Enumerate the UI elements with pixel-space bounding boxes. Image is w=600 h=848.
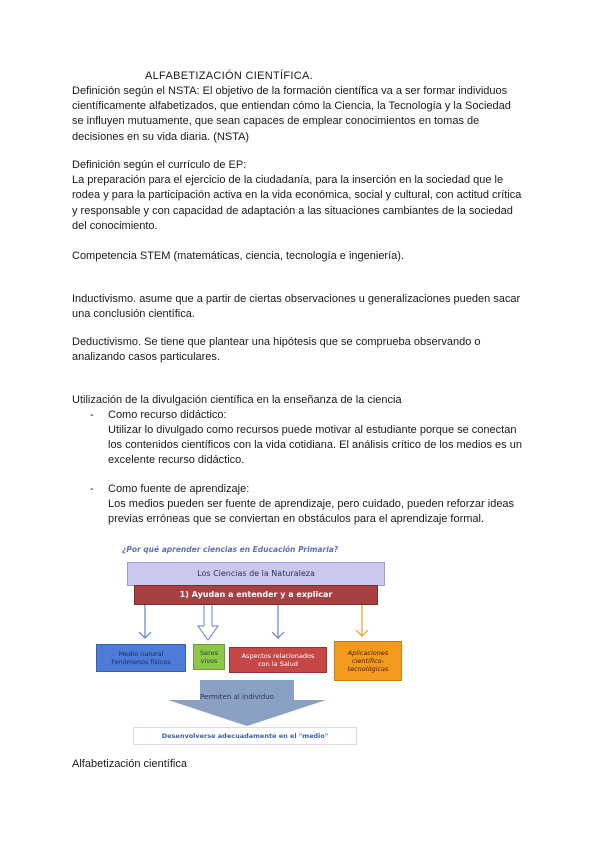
ep-line: del conocimiento. [72,219,158,232]
bullet1-line: excelente recurso didáctico. [108,454,245,467]
aspectos-line: Aspectos relacionados [241,652,315,660]
deductivismo-line: Deductivismo. Se tiene que plantear una hipótesis que se comprueba observando o [72,336,481,348]
footer-heading: Alfabetización científica [72,758,187,770]
nsta-definition [72,84,532,145]
bullet-marker: - [90,409,94,421]
aplic-line: Aplicaciones [347,649,389,657]
diagram-question: ¿Por qué aprender ciencias en Educación Primaria? [122,545,339,554]
nsta-line: Definición según el NSTA: El objetivo de la formación científica va a ser formar individuos [72,85,508,97]
document-title: ALFABETIZACIÓN CIENTÍFICA. [145,70,313,82]
ep-line: rodea y para la participación activa en la vida económica, social y cultural, con actitud crítica [72,189,522,202]
ep-line: y responsable y con capacidad de adaptación a las situaciones cambiantes de la sociedad [72,204,513,217]
seres-line: vivos [200,657,218,665]
inductivismo [72,292,532,322]
medio-natural-box [96,644,186,672]
seres-line: Seres [199,649,219,657]
bullet1-line: los contenidos científicos con la vida cotidiana. El análisis crítico de los medios es un [108,439,522,452]
bullet2-line: previas erróneas que se conviertan en obstáculos para el aprendizaje formal. [108,513,485,526]
bullet1-line: Utilizar lo divulgado como recursos puede motivar al estudiante porque se conectan [108,424,517,436]
aplic-line: tecnológicas [347,665,389,673]
aplicaciones-box [334,641,402,681]
nsta-line: científicamente alfabetizados, que entiendan cómo la Ciencia, la Tecnología y la Sociedad [72,100,511,113]
down-arrow-icon [272,604,284,638]
stem-competence: Competencia STEM (matemáticas, ciencia, tecnología e ingeniería). [72,250,404,262]
bullet1-body [108,423,528,469]
medio-line: Fenómenos físicos [111,658,171,666]
ep-line: La preparación para el ejercicio de la ciudadanía, para la inserción en la sociedad que le [72,174,504,187]
bullet2-body [108,497,528,527]
divulgacion-heading: Utilización de la divulgación científica en la enseñanza de la ciencia [72,394,402,406]
ep-heading: Definición según el currículo de EP: [72,159,247,171]
down-arrow-icon [139,604,151,638]
ayudan-bar: 1) Ayudan a entender y a explicar [134,585,378,605]
hollow-down-arrow-icon [198,604,218,640]
aspectos-line: con la Salud [258,660,298,668]
down-arrow-icon [356,604,368,636]
ciencias-naturaleza-box: Los Ciencias de la Naturaleza [127,562,385,586]
inductivismo-line: una conclusión científica. [72,308,195,321]
deductivismo-line: analizando casos particulares. [72,351,220,364]
bullet-marker: - [90,483,94,495]
desenvolverse-box: Desenvolverse adecuadamente en el "medio" [133,727,357,745]
bullet2-line: Los medios pueden ser fuente de aprendizaje, pero cuidado, pueden reforzar ideas [108,498,515,510]
aspectos-salud-box [229,647,327,673]
aplic-line: científico- [352,657,384,665]
nsta-line: se influyen mutuamente, que sean capaces de emplear conocimientos en tomas de [72,115,480,128]
permiten-label: Permiten al individuo [200,693,274,701]
inductivismo-line: Inductivismo. asume que a partir de ciertas observaciones u generalizaciones pueden sacar [72,293,521,305]
nsta-line: decisiones en su vida diaria. (NSTA) [72,130,250,143]
bullet1-title: Como recurso didáctico: [108,409,227,421]
bullet2-title: Como fuente de aprendizaje: [108,483,250,495]
funnel-arrow-icon [168,680,326,726]
seres-vivos-box [193,644,225,670]
deductivismo [72,335,532,365]
medio-line: Medio natural [118,650,164,658]
ep-definition [72,158,532,234]
